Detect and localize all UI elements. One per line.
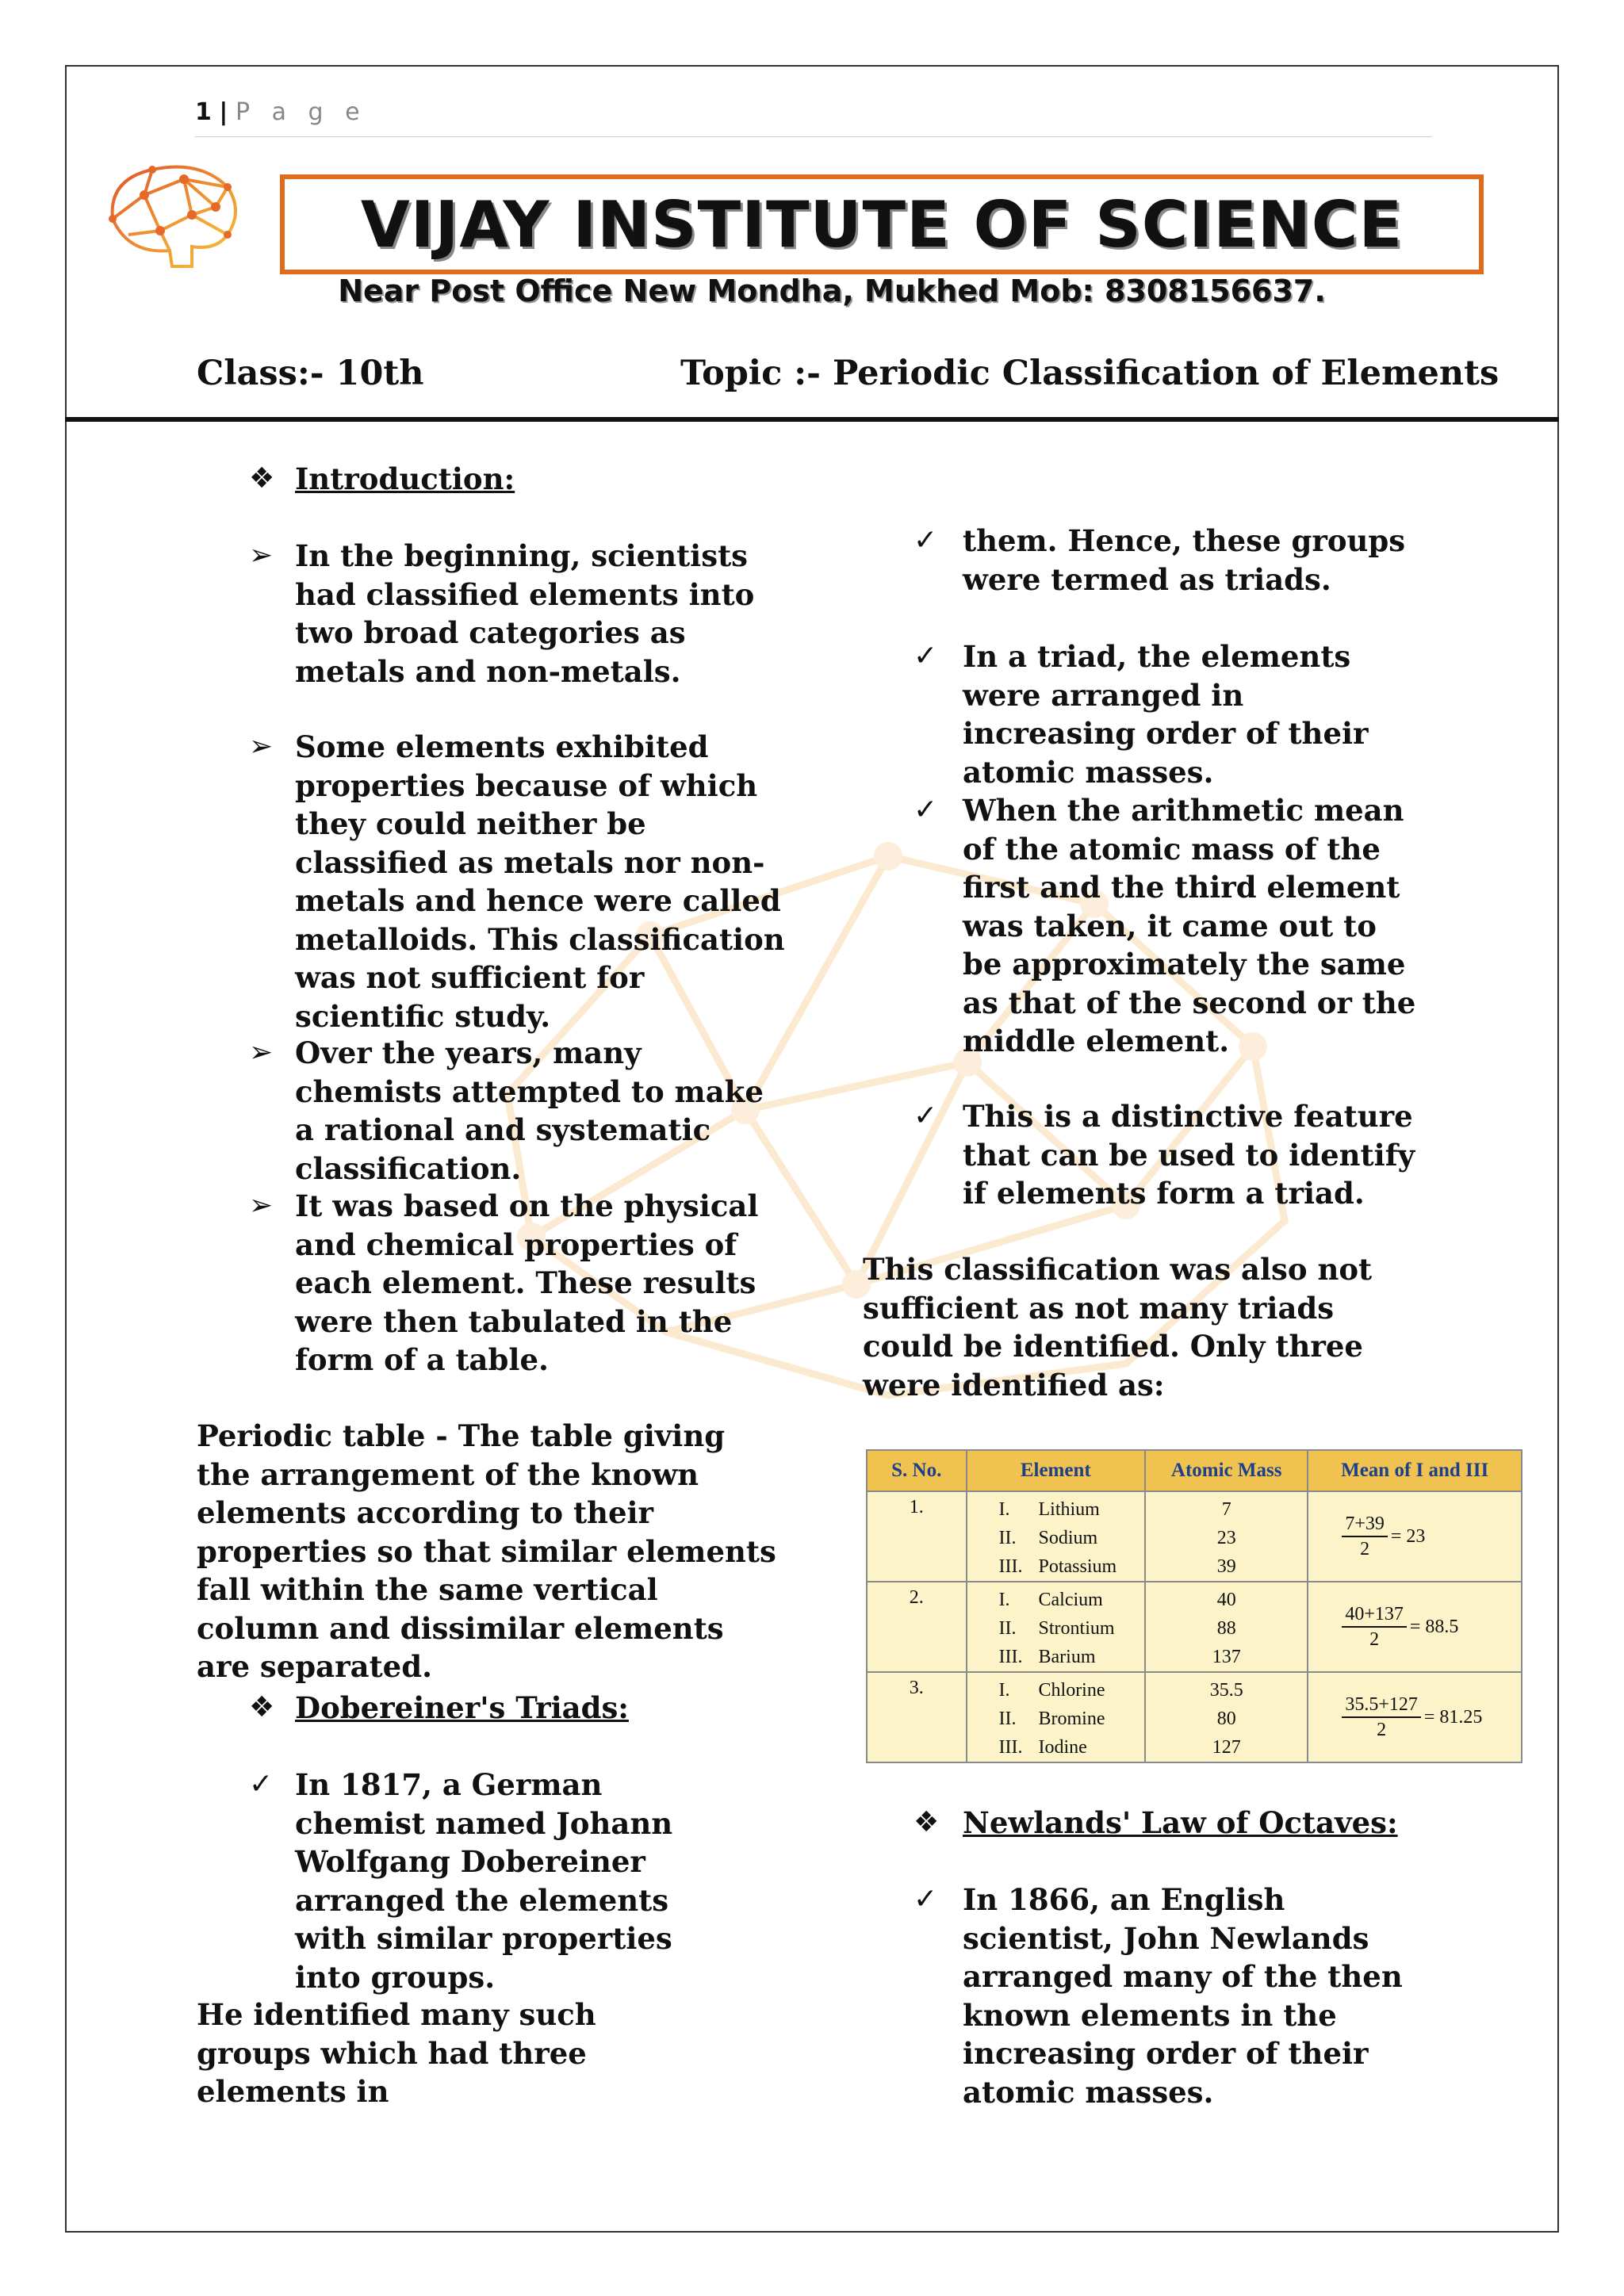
check-bullet-icon: ✓ xyxy=(914,794,938,826)
intro-heading: Introduction: xyxy=(295,461,515,496)
arrow-bullet-icon: ➢ xyxy=(249,730,274,763)
institute-banner xyxy=(280,174,1484,274)
triad-check-text: them. Hence, these groups were termed as triads. xyxy=(963,523,1406,597)
table-row xyxy=(867,1582,1522,1672)
diamond-bullet-icon: ❖ xyxy=(249,462,275,495)
col-header-mean: Mean of I and III xyxy=(1308,1450,1522,1491)
check-bullet-icon: ✓ xyxy=(249,1768,274,1800)
row-masses: 35.5 80 127 xyxy=(1145,1672,1308,1762)
col-header-atomic-mass: Atomic Mass xyxy=(1145,1450,1308,1491)
arrow-bullet-icon: ➢ xyxy=(249,1036,274,1069)
row-mean: $\frac{7+39}{2}$ = 23 xyxy=(1308,1491,1522,1582)
arrow-bullet-icon: ➢ xyxy=(249,1189,274,1222)
check-bullet-icon: ✓ xyxy=(914,524,938,557)
diamond-bullet-icon: ❖ xyxy=(914,1806,940,1839)
row-elements: I. Chlorine II. Bromine III. Iodine xyxy=(967,1672,1146,1762)
row-elements: I. Calcium II. Strontium III. Barium xyxy=(967,1582,1146,1672)
table-row xyxy=(867,1491,1522,1582)
institute-name: VIJAY INSTITUTE OF SCIENCE xyxy=(360,187,1404,262)
brain-logo-icon xyxy=(97,155,247,274)
triads-heading: Dobereiner's Triads: xyxy=(295,1690,629,1725)
intro-bullet-text: In the beginning, scientists had classified elements into two broad categories as metals and non-metals. xyxy=(295,538,755,689)
col-header-sno: S. No. xyxy=(867,1450,967,1491)
intro-bullet-text: It was based on the physical and chemical properties of each element. These results were then tabulated in the form of a table. xyxy=(295,1188,759,1377)
topic-label: Topic :- Periodic Classification of Elements xyxy=(680,354,1500,393)
intro-bullet-text: Some elements exhibited properties because of which they could neither be classified as metals nor non-metals and hence were called metalloids. This classification was not sufficient for scientific study. xyxy=(295,729,785,1034)
diamond-bullet-icon: ❖ xyxy=(249,1691,275,1724)
triad-check-text: When the arithmetic mean of the atomic mass of the first and the third element was taken, it came out to be approximately the same as that of the second or the middle element. xyxy=(963,793,1416,1058)
row-sno: 2. xyxy=(867,1582,967,1672)
triad-check-text: This is a distinctive feature that can be used to identify if elements form a triad. xyxy=(963,1099,1415,1211)
row-sno: 1. xyxy=(867,1491,967,1582)
check-bullet-icon: ✓ xyxy=(914,640,938,672)
table-row xyxy=(867,1672,1522,1762)
page-number: 1 | P a g e xyxy=(195,98,367,126)
arrow-bullet-icon: ➢ xyxy=(249,539,274,572)
triad-check-text: In a triad, the elements were arranged in increasing order of their atomic masses. xyxy=(963,639,1369,790)
table-header-row xyxy=(867,1450,1522,1491)
class-label: Class:- 10th xyxy=(197,354,424,393)
newlands-bullet-text: In 1866, an English scientist, John Newlands arranged many of the then known elements in the increasing order of their atomic masses. xyxy=(963,1882,1403,2110)
groups-text: He identified many such groups which had three elements in xyxy=(197,1997,596,2109)
row-sno: 3. xyxy=(867,1672,967,1762)
row-masses: 40 88 137 xyxy=(1145,1582,1308,1672)
institute-address: Near Post Office New Mondha, Mukhed Mob: 8308156637. xyxy=(338,274,1326,308)
triads-bullet-text: In 1817, a German chemist named Johann Wolfgang Dobereiner arranged the elements with similar properties into groups. xyxy=(295,1767,673,1995)
row-mean: $\frac{35.5+127}{2}$ = 81.25 xyxy=(1308,1672,1522,1762)
header-rule xyxy=(195,136,1432,137)
header-divider xyxy=(65,417,1559,422)
intro-bullet-text: Over the years, many chemists attempted to make a rational and systematic classification. xyxy=(295,1035,764,1186)
col-header-element: Element xyxy=(967,1450,1146,1491)
not-sufficient-text: This classification was also not sufficient as not many triads could be identified. Only three were identified as: xyxy=(863,1252,1373,1402)
row-elements: I. Lithium II. Sodium III. Potassium xyxy=(967,1491,1146,1582)
newlands-heading: Newlands' Law of Octaves: xyxy=(963,1805,1398,1840)
triads-table xyxy=(866,1449,1522,1763)
check-bullet-icon: ✓ xyxy=(914,1100,938,1132)
periodic-table-definition: Periodic table - The table giving the arrangement of the known elements according to their properties so that similar elements fall within the same vertical column and dissimilar elements are separated. xyxy=(197,1418,776,1684)
row-masses: 7 23 39 xyxy=(1145,1491,1308,1582)
row-mean: $\frac{40+137}{2}$ = 88.5 xyxy=(1308,1582,1522,1672)
check-bullet-icon: ✓ xyxy=(914,1883,938,1915)
